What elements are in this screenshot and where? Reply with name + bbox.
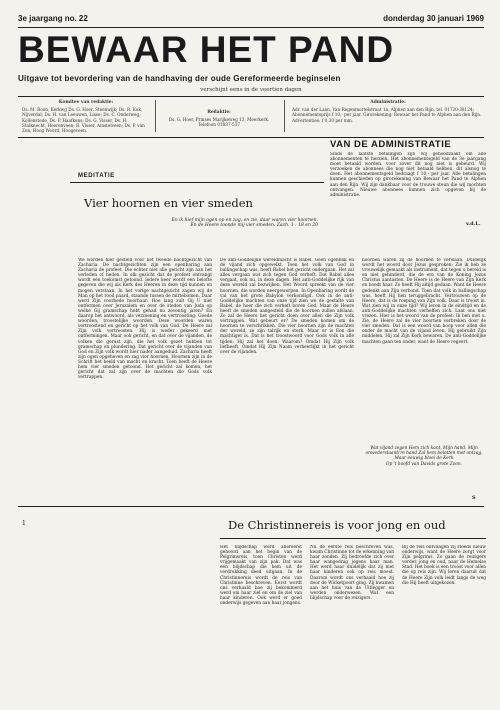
issue-number: 3e jaargang no. 22 [18, 14, 88, 23]
christinnereis-column-1: Het blijdschap werd allereerst gehoord aan het begin van de Pelgrimsreis, toen Christen werd vrijgemaakt van zijn pak. Dat was een blijdschap die hem uit de verdrukking deed uitgaan. In de Christinnereis wordt de reis van Christinne beschreven. Eerst wordt ons verhaald hoe zij bekommerd werd om haar ziel en om de ziel van haar kinderen. Ook werd er goed onderwijs gegeven aan haar jongens. [220, 545, 302, 607]
masthead-subtitle: Uitgave tot bevordering van de handhaving der oude Gereformeerde beginselen [18, 74, 341, 83]
administratie-signature: v.d.L. [466, 221, 481, 227]
meditatie-title: Vier hoornen en vier smeden [84, 196, 253, 210]
rule-info [18, 137, 484, 138]
administratie-text: Sinds de laatste betalingen zijn wij genoodzaakt om alle abonnementen te herzien. Het abonnementsgeld van de 3e jaargang moet betaald worden, voor zover dit nog niet is gebeurd. Wij verzoeken de abonnees die nog niet betaald hebben, dit alsnog te doen. Het abonnementsgeld bedraagt f 10,- per jaar. Alle betalingen kunnen geschieden op girorekening van Bewaar het Pand te Alphen aan den Rijn. Wij zijn dankbaar voor de trouwe steun die wij mochten ontvangen. Nieuwe abonnees kunnen zich opgeven bij de administratie. [330, 152, 486, 198]
meditatie-label: MEDITATIE [78, 173, 115, 179]
redaktie-text: Ds. G. Hoer, Prinses Marijkeweg 13, Meerkerk. Telefoon 01837-537 [168, 117, 270, 128]
christinnereis-column-2: Nu de eerste reis beschreven was, kwam Christinne tot de erkenning van haar zonden. Zij bedroefde zich over haar wangedrag jegens haar man. Het werd haar duidelijk dat zij met haar kinderen ook op reis moest. Daarom wordt ons verhaald hoe zij door de Wicketpoort ging. Zij kwamen aan het huis van de Uitlegger en werden onderwezen. Wat een blijdschap voor de reizigers. [310, 545, 394, 601]
redaktie-title: Redaktie: [207, 110, 231, 115]
christinnereis-title: De Christinnereis is voor jong en oud [228, 518, 446, 532]
comite-text: Ds. M. Boon, Kerkwg Ds. G. Hoer, Steenwijk; Ds. R. Kok, Nijverdal; Ds. H. van Leeuwen, Lisse; Ds. C. Onderweg; Kollenstede, Ds. P. Haafkens; Ds. G. Visser, Ds. H. Stalknecht, Heerenveen; B. Visser, Amstelveen; Ds. P. van Zon, Hoog Woord, Hoogeveen. [22, 107, 145, 134]
rule-top [18, 27, 484, 28]
administratie-box-title: Administratie: [370, 100, 406, 105]
rule-christinnereis-title [220, 538, 486, 539]
christinnereis-number: 1 [22, 520, 26, 527]
info-divider-2 [284, 100, 285, 132]
comite-title: Komitee van redaktie: [58, 100, 114, 105]
administratie-box-text: Adr. van der Laan, Van Regenmortelstraat 1a, Alphen aan den Rijn, tel. 01720-38124; Abonnementsprijs f 10,- per jaar. Girorekening: Bewaar het Pand te Alphen aan den Rijn. Advertenties: f 0,30 per mm. [292, 107, 482, 123]
redaktie-box [164, 110, 274, 128]
christinnereis-column-3: Bij de reis ontvangen zij steeds nieuw onderwijs, want de Heere zorgt voor Zijn pelgrims. Zo gaan de reizigers verder, jong en oud, naar de Hemelse Stad. Het boek is een troost voor allen die op reis zijn. Wij leren daaruit dat de Heere Zijn volk leidt langs de weg die Hij heeft uitgekozen. [402, 545, 486, 586]
administratie-box [292, 100, 484, 134]
meditatie-column-1: We worden hier gesteld voor het tweede nachtgezicht van Zacharia. De nachtgezichten zijn een openbaring aan Zacharia de profeet. Die echter niet alle gericht zijn aan het verleden of heden. In elk gezicht dat de profeet ontvangt wordt een toekomst getoond. Iedere keer wordt een belofte gegeven die wij als Kerk des Heeren in deze tijd kunnen en mogen verstaan. In het vorige nachtgezicht zagen wij de Man op het rood paard, staande tussen de mirtebomen. Daar werd Zijn voorbede hoorbaar: Hoe lang zult Gij U niet ontfermen over Jeruzalem en over de steden van Juda op welke Gij gramschap hebt gehad nu zeventig jaren? En daarop het antwoord, als verzoening en vertroosting: Goede woorden, troostelijke woorden. Deze woorden waren vertroostend en gericht op het volk van God. De Heere zal Zijn volk vertroosten. Hij is weder gekeerd met ontfermingen. Maar ook gericht, en dat over de vijanden, de volken die gerust zijn, die het volk gezet hebben tot gramschap en plundering. Dat gericht over de vijanden van God en Zijn volk wordt hier nader aangeduid. Zacharia heeft zijn ogen opgeheven en zag vier hoornen. Hoornen zijn in de Schrift het beeld van macht en kracht. Toen heeft de Heere hem vier smeden getoond. Het gericht zal komen, het gericht dat zal zijn over de machten die Gods volk vertrappen. [78, 258, 212, 381]
top-line [18, 14, 484, 28]
verse-reference: Op 't hoofd van Davids grote Zoon. [385, 461, 463, 467]
rule-meditatie [70, 182, 324, 183]
comite-box [22, 100, 150, 132]
meditatie-column-3: hoornen waren zij de hoornen te verslaan. Duidelijk wordt het woord door Jezus gesproken: Zie ik heb ze vrouwelijk gemaakt als instrument, dat tegen u bereid is en niet gehinderd, die de ere van de Koning Jezus Christus aantasten. De Heere is de Heere van Zijn Kerk en hoedt haar. Zo heeft Hij altijd gedaan. Want de Heere gedenkt aan Zijn verbond. Toen dat volk in ballingschap was, heeft Hij hen teruggebracht. Vertrouwen op de Heere, dat is de roeping van Zijn volk. Daar is troost in. Wat zien wij in onze tijd? Wij leven in de eindtijd en de anti-Goddelijke machten verheffen zich. Laat ons niet vrezen. Hier is het woord van de profeet: Ik ben met u. Zie, de Heere zal de vier hoornen verbreken door de vier smeden. Dat is een woord van hoop voor allen die onder de macht van de vijand leven. Hij gebruikt Zijn middelen. Hij zal Zijn Kerk bewaren. De anti-Goddelijke machten gaan ten onder, want de Heere regeert. [362, 258, 486, 345]
administratie-heading: VAN DE ADMINISTRATIE [330, 139, 452, 150]
verse-text: Wat vijand zegen Hem zich kant, Mijn hand, Mijn onwederstaanb're hand Zal hem beletten met ontzag. Maar eeuwig bloei de Kerk [365, 446, 483, 462]
meditatie-quote: En ik hief mijn ogen op en zag, en zie, daar waren vier hoornen. En de Heere toonde mij vier smeden. Zach. 1 : 18 en 20 [171, 218, 318, 229]
info-divider-1 [155, 100, 156, 132]
meditatie-signature: S [472, 495, 476, 501]
meditatie-column-2: De anti-Goddelijke wereldmacht is Babel. Geen ogenblik en de vijand zich opgewelkt. Toen het volk van God in ballingschap was, heeft Babel het gericht ondergaan. Het zal alles vergaan wat zich tegen God verheft. Dat Babel alles vergaat, ook nu, in deze dagen. Het anti-Goddelijke rijk van deze wereld zal bezwijken. Het Woord spreekt van de vier hoornen, die worden neergeworpen. In Openbaring wordt de val van het grote Babylon verkondigd. Ook in de anti-Goddelijke machten van onze tijd zien we de gestalte van Babel, de hoer die zich verheft boven God. Maar de Heere heeft de smeden aangesteld die de hoornen zullen afslaan. Zo zal de Heere het gericht doen over allen die Zijn volk vertrappen. Wat gebeurt er? De smeden komen om de hoornen te verschrikken. Die vier hoornen zijn de machten der wereld, ze zijn talrijk en sterk. Maar er is Een die machtiger is. Dat is het troostwoord voor Gods volk in alle tijden: Hij zal het doen. Waarom? Omdat Hij Zijn volk liefheeft. Omdat Hij Zijn Naam verheerlijkt in het gericht over de vijanden. [220, 258, 354, 355]
rule-header [18, 96, 484, 97]
masthead-title: BEWAAR HET PAND [18, 29, 395, 70]
publication-frequency: verschijnt eens in de veertien dagen [200, 87, 302, 93]
rule-christinnereis [18, 506, 484, 507]
issue-date: donderdag 30 januari 1969 [383, 14, 484, 23]
meditatie-verse [362, 446, 486, 467]
